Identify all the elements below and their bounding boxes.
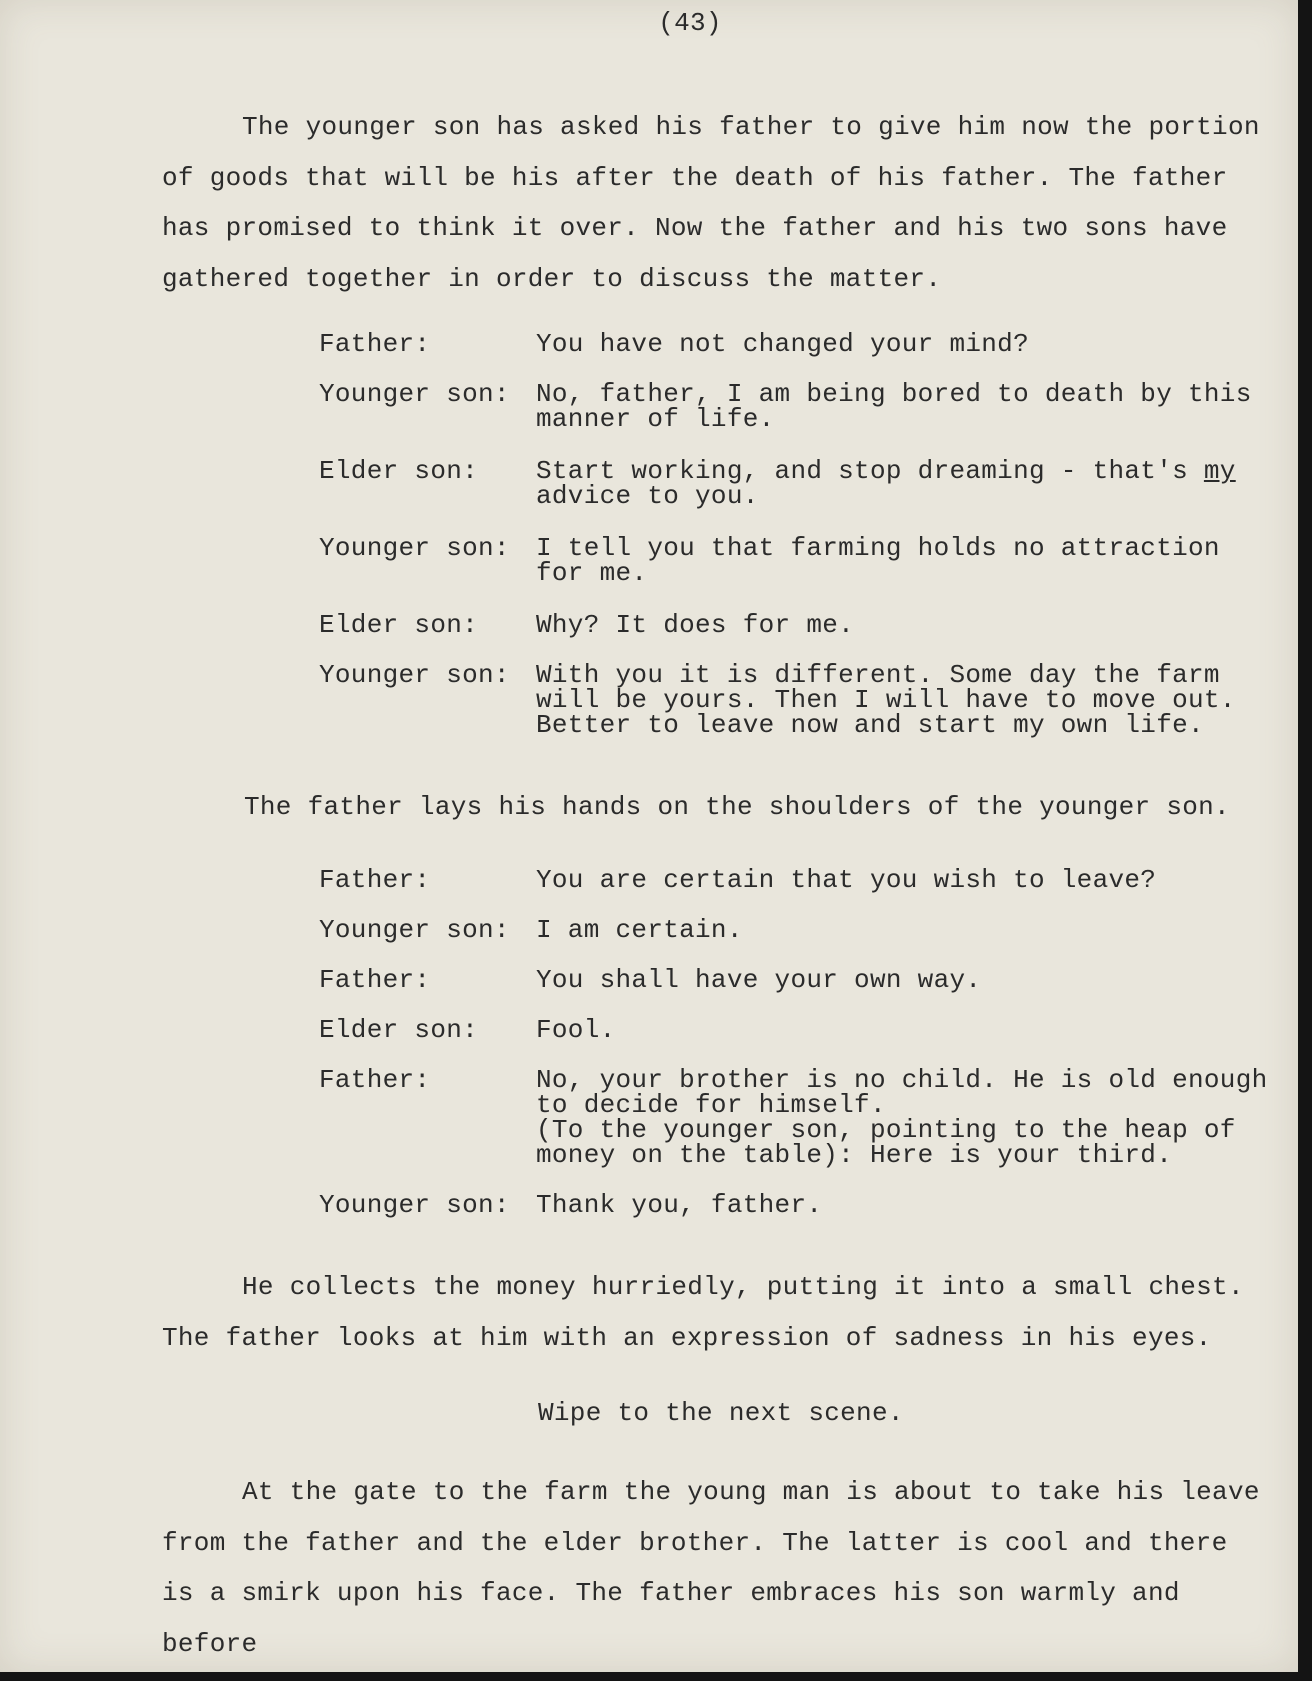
dialog-row — [319, 660, 1279, 740]
dialog-row — [319, 965, 1279, 995]
dialog-line: No, your brother is no child. He is old enough to decide for himself. (To the younger son, pointing to the heap of money on the table): Here is your third. — [536, 1065, 1268, 1170]
closing-paragraph: At the gate to the farm the young man is about to take his leave from the father and the elder brother. The latter is cool and there is a smirk upon his face. The father embraces his son warmly and before — [162, 1477, 1260, 1659]
dialog-row — [319, 329, 1279, 359]
dialog-block-2 — [319, 865, 1279, 1220]
stage-direction: The father lays his hands on the shoulders of the younger son. — [244, 792, 1230, 822]
speaker: Younger son: — [319, 915, 510, 945]
dialog-row — [319, 379, 1279, 434]
intro-paragraph: The younger son has asked his father to give him now the portion of goods that will be his after the death of his father. The father has promised to think it over. Now the father and his two sons have gathered together in order to discuss the matter. — [162, 112, 1260, 294]
dialog-line: No, father, I am being bored to death by this manner of life. — [536, 379, 1252, 434]
dialog-line: Why? It does for me. — [536, 610, 855, 640]
speaker: Elder son: — [319, 456, 479, 486]
dialog-row — [319, 533, 1279, 588]
speaker: Younger son: — [319, 1190, 510, 1220]
dialog-line: Fool. — [536, 1015, 616, 1045]
dialog-line: You have not changed your mind? — [536, 329, 1029, 359]
scene-transition: Wipe to the next scene. — [538, 1398, 904, 1428]
page-number: (43) — [658, 8, 722, 38]
dialog-line: Start working, and stop dreaming - that's my advice to you. — [536, 456, 1236, 511]
action-paragraph: He collects the money hurriedly, putting it into a small chest. The father looks at him with an expression of sadness in his eyes. — [162, 1272, 1244, 1353]
speaker: Younger son: — [319, 660, 510, 690]
dialog-line: You are certain that you wish to leave? — [536, 865, 1157, 895]
dialog-row — [319, 915, 1279, 945]
scan-edge-right — [1298, 0, 1312, 1681]
dialog-row — [319, 865, 1279, 895]
speaker: Younger son: — [319, 379, 510, 409]
speaker: Father: — [319, 865, 431, 895]
scan-edge-bottom — [0, 1672, 1312, 1681]
underlined-word: my — [1203, 456, 1236, 486]
dialog-line: You shall have your own way. — [536, 965, 982, 995]
dialog-block-1 — [319, 329, 1279, 740]
dialog-line: Thank you, father. — [536, 1190, 823, 1220]
speaker: Father: — [319, 329, 431, 359]
speaker: Younger son: — [319, 533, 510, 563]
dialog-row — [319, 456, 1279, 511]
dialog-line: I tell you that farming holds no attraction for me. — [536, 533, 1220, 588]
speaker: Elder son: — [319, 610, 479, 640]
dialog-row — [319, 1065, 1279, 1170]
dialog-line: I am certain. — [536, 915, 743, 945]
dialog-row — [319, 1015, 1279, 1045]
dialog-row — [319, 1190, 1279, 1220]
speaker: Father: — [319, 1065, 431, 1095]
speaker: Father: — [319, 965, 431, 995]
dialog-row — [319, 610, 1279, 640]
speaker: Elder son: — [319, 1015, 479, 1045]
dialog-line: With you it is different. Some day the farm will be yours. Then I will have to move out. Better to leave now and start my own life. — [536, 660, 1236, 740]
